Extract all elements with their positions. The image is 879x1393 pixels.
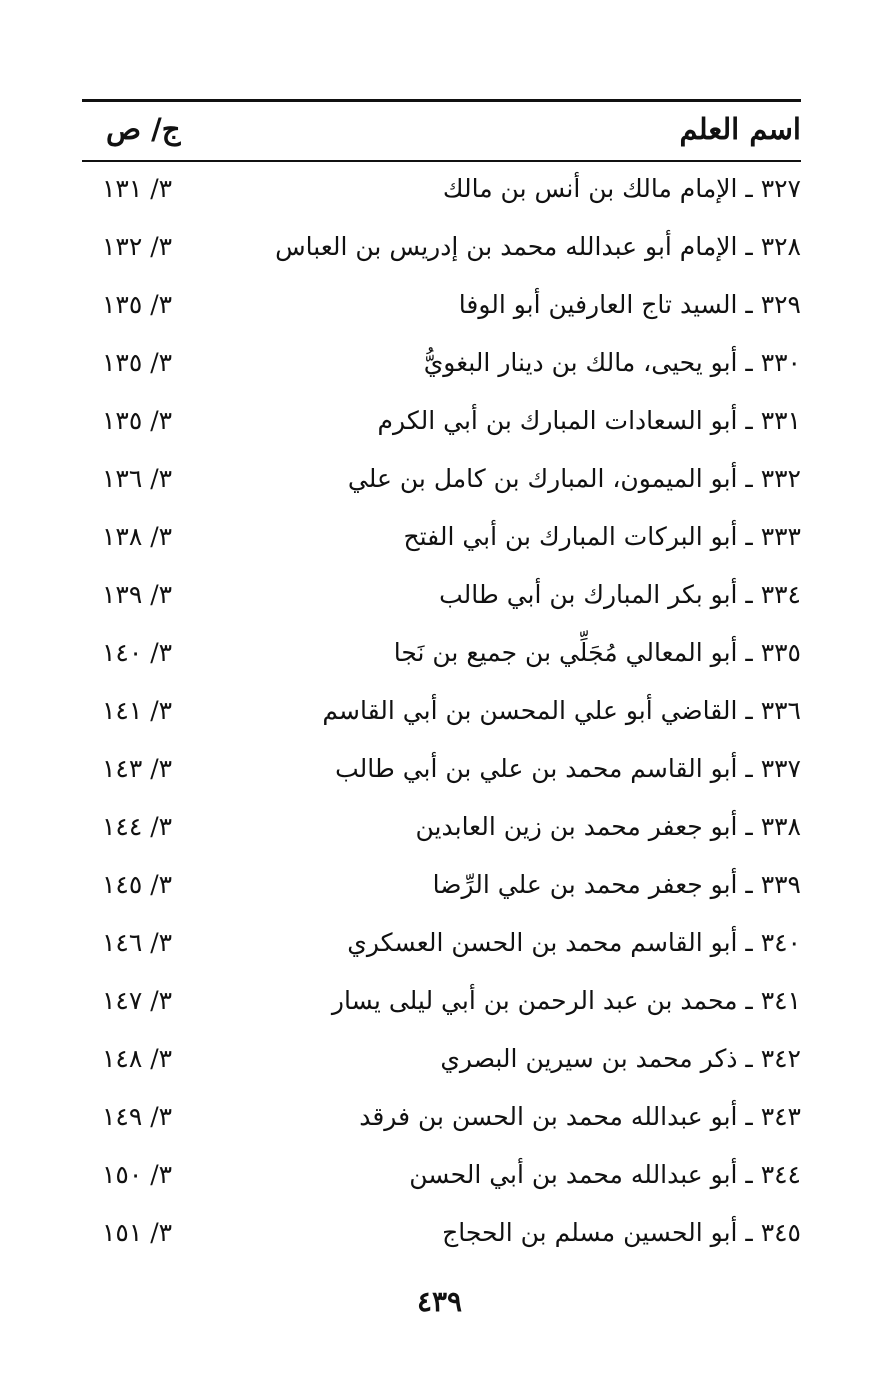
page-number: ٤٣٩: [416, 1285, 463, 1318]
list-item: [82, 1094, 801, 1152]
volume-page-ref: ٣/ ١٣١: [102, 174, 173, 203]
header-rule: [82, 160, 801, 162]
list-item: [82, 804, 801, 862]
entry-name: ٣٣٧ ـ أبو القاسم محمد بن علي بن أبي طالب: [335, 754, 801, 783]
volume-page-ref: ٣/ ١٥٠: [102, 1160, 173, 1189]
table-header: [82, 112, 801, 156]
entry-name: ٣٣٣ ـ أبو البركات المبارك بن أبي الفتح: [403, 522, 801, 551]
list-item: [82, 166, 801, 224]
entry-name: ٣٤٢ ـ ذكر محمد بن سيرين البصري: [440, 1044, 801, 1073]
list-item: [82, 920, 801, 978]
top-rule: [82, 99, 801, 102]
volume-page-ref: ٣/ ١٤٦: [102, 928, 173, 957]
entry-name: ٣٣٢ ـ أبو الميمون، المبارك بن كامل بن علي: [347, 464, 801, 493]
volume-page-ref: ٣/ ١٤٥: [102, 870, 173, 899]
entry-name: ٣٤١ ـ محمد بن عبد الرحمن بن أبي ليلى يسار: [331, 986, 801, 1015]
volume-page-ref: ٣/ ١٤٠: [102, 638, 173, 667]
entry-name: ٣٤٣ ـ أبو عبدالله محمد بن الحسن بن فرقد: [359, 1102, 801, 1131]
entry-name: ٣٤٠ ـ أبو القاسم محمد بن الحسن العسكري: [347, 928, 801, 957]
entry-name: ٣٣٨ ـ أبو جعفر محمد بن زين العابدين: [415, 812, 801, 841]
volume-page-ref: ٣/ ١٤٧: [102, 986, 173, 1015]
list-item: [82, 282, 801, 340]
entry-name: ٣٣٤ ـ أبو بكر المبارك بن أبي طالب: [439, 580, 801, 609]
entry-name: ٣٤٤ ـ أبو عبدالله محمد بن أبي الحسن: [409, 1160, 801, 1189]
volume-page-ref: ٣/ ١٣٢: [102, 232, 173, 261]
index-list: [82, 166, 801, 1268]
page-column-header: ج/ ص: [106, 112, 181, 146]
volume-page-ref: ٣/ ١٤٤: [102, 812, 173, 841]
list-item: [82, 224, 801, 282]
volume-page-ref: ٣/ ١٣٦: [102, 464, 173, 493]
list-item: [82, 572, 801, 630]
list-item: [82, 340, 801, 398]
list-item: [82, 398, 801, 456]
entry-name: ٣٣٥ ـ أبو المعالي مُجَلِّي بن جميع بن نَجا: [393, 638, 801, 667]
volume-page-ref: ٣/ ١٣٨: [102, 522, 173, 551]
entry-name: ٣٣٦ ـ القاضي أبو علي المحسن بن أبي القاسم: [322, 696, 801, 725]
list-item: [82, 862, 801, 920]
list-item: [82, 630, 801, 688]
entry-name: ٣٣٠ ـ أبو يحيى، مالك بن دينار البغويُّ: [423, 348, 801, 377]
entry-name: ٣٤٥ ـ أبو الحسين مسلم بن الحجاج: [442, 1218, 801, 1247]
entry-name: ٣٢٧ ـ الإمام مالك بن أنس بن مالك: [442, 174, 801, 203]
volume-page-ref: ٣/ ١٥١: [102, 1218, 173, 1247]
list-item: [82, 1152, 801, 1210]
volume-page-ref: ٣/ ١٤٣: [102, 754, 173, 783]
volume-page-ref: ٣/ ١٤٩: [102, 1102, 173, 1131]
list-item: [82, 746, 801, 804]
entry-name: ٣٣١ ـ أبو السعادات المبارك بن أبي الكرم: [377, 406, 801, 435]
entry-name: ٣٢٩ ـ السيد تاج العارفين أبو الوفا: [458, 290, 801, 319]
list-item: [82, 1036, 801, 1094]
entry-name: ٣٣٩ ـ أبو جعفر محمد بن علي الرِّضا: [432, 870, 801, 899]
list-item: [82, 688, 801, 746]
volume-page-ref: ٣/ ١٤١: [102, 696, 173, 725]
volume-page-ref: ٣/ ١٣٥: [102, 290, 173, 319]
list-item: [82, 456, 801, 514]
volume-page-ref: ٣/ ١٣٥: [102, 348, 173, 377]
volume-page-ref: ٣/ ١٣٩: [102, 580, 173, 609]
volume-page-ref: ٣/ ١٣٥: [102, 406, 173, 435]
list-item: [82, 978, 801, 1036]
entry-name: ٣٢٨ ـ الإمام أبو عبدالله محمد بن إدريس بن العباس: [275, 232, 801, 261]
name-column-header: اسم العلم: [679, 112, 801, 146]
volume-page-ref: ٣/ ١٤٨: [102, 1044, 173, 1073]
list-item: [82, 514, 801, 572]
list-item: [82, 1210, 801, 1268]
